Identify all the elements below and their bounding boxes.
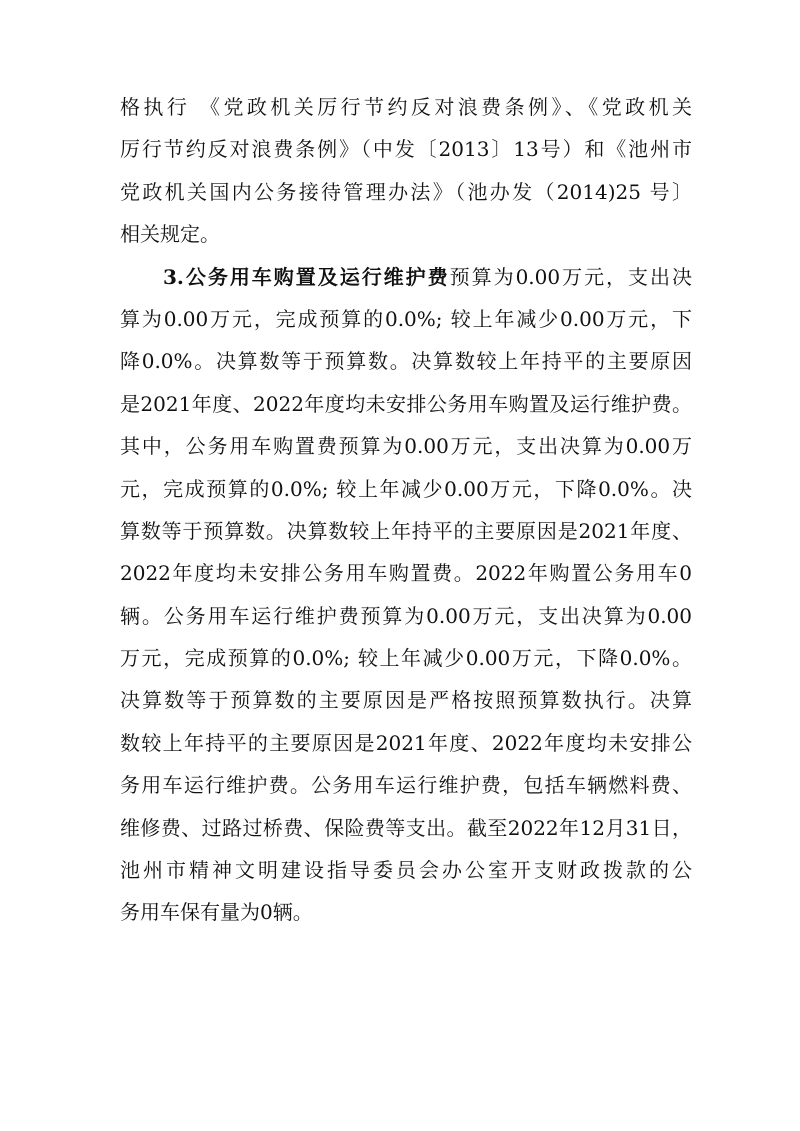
paragraph-vehicle-costs [120,256,692,934]
text-line: 池州市精神文明建设指导委员会办公室开支财政拨款的公 [120,858,692,883]
text-span: 预算为0.00万元，支出决 [449,264,692,289]
text-line: 是2021年度、2022年度均未安排公务用车购置及运行维护费。 [120,391,692,416]
text-line: 元，完成预算的0.0%; 较上年减少0.00万元，下降0.0%。决 [120,476,692,501]
text-line: 维修费、过路过桥费、保险费等支出。截至2022年12月31日， [120,815,692,840]
section-heading: 3.公务用车购置及运行维护费 [163,264,450,289]
text-line: 2022年度均未安排公务用车购置费。2022年购置公务用车0 [120,561,692,586]
text-line: 厉行节约反对浪费条例》（中发〔2013〕13号）和《池州市 [120,137,692,162]
text-line: 数较上年持平的主要原因是2021年度、2022年度均未安排公 [120,730,692,755]
text-line: 降0.0%。决算数等于预算数。决算数较上年持平的主要原因 [120,349,692,374]
text-line: 相关规定。 [120,222,220,247]
text-line: 格执行 《党政机关厉行节约反对浪费条例》、《党政机关 [120,95,692,119]
text-line: 党政机关国内公务接待管理办法》（池办发（2014)25 号〕 [120,179,692,204]
text-line: 决算数等于预算数的主要原因是严格按照预算数执行。决算 [120,688,692,713]
text-line: 万元，完成预算的0.0%; 较上年减少0.00万元，下降0.0%。 [120,646,692,671]
body-text [120,86,692,934]
text-line: 算为0.00万元，完成预算的0.0%; 较上年减少0.00万元，下 [120,306,692,331]
text-line: 务用车运行维护费。公务用车运行维护费，包括车辆燃料费、 [120,773,692,798]
text-line: 其中，公务用车购置费预算为0.00万元，支出决算为0.00万 [120,434,692,459]
text-line: 算数等于预算数。决算数较上年持平的主要原因是2021年度、 [120,518,692,543]
text-line-first [120,256,692,298]
text-line: 务用车保有量为0辆。 [120,900,313,925]
text-line: 辆。公务用车运行维护费预算为0.00万元，支出决算为0.00 [120,603,692,628]
paragraph-continuation [120,86,692,256]
